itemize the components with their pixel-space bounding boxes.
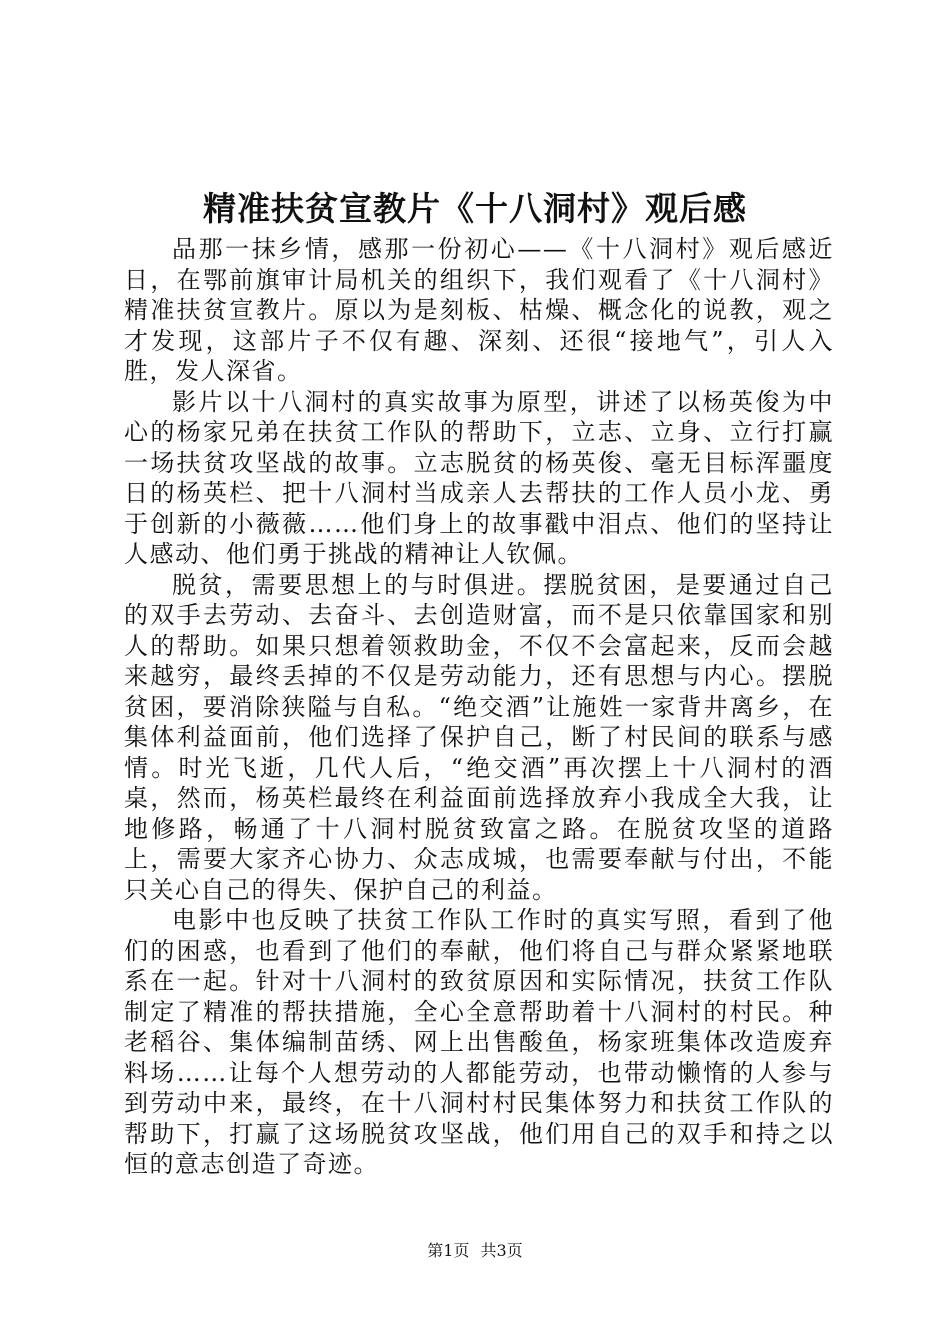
document-title: 精准扶贫宣教片《十八洞村》观后感 <box>203 189 747 228</box>
paragraph: 影片以十八洞村的真实故事为原型，讲述了以杨英俊为中心的杨家兄弟在扶贫工作队的帮助下，立志、立身、立行打赢一场扶贫攻坚战的故事。立志脱贫的杨英俊、毫无目标浑噩度日的杨英栏、把十八洞村当成亲人去帮扶的工作人员小龙、勇于创新的小薇薇……他们身上的故事戳中泪点、他们的坚持让人感动、他们勇于挑战的精神让人钦佩。 <box>124 387 834 568</box>
document-body <box>124 234 834 1180</box>
page-total: 共3页 <box>480 1241 523 1260</box>
paragraph: 品那一抹乡情，感那一份初心——《十八洞村》观后感近日，在鄂前旗审计局机关的组织下，我们观看了《十八洞村》精准扶贫宣教片。原以为是刻板、枯燥、概念化的说教，观之才发现，这部片子不仅有趣、深刻、还很“接地气”，引人入胜，发人深省。 <box>124 235 834 385</box>
page-footer <box>0 1240 950 1262</box>
page-number: 第1页 <box>427 1241 470 1260</box>
paragraph: 电影中也反映了扶贫工作队工作时的真实写照，看到了他们的困惑，也看到了他们的奉献，他们将自己与群众紧紧地联系在一起。针对十八洞村的致贫原因和实际情况，扶贫工作队制定了精准的帮扶措施，全心全意帮助着十八洞村的村民。种老稻谷、集体编制苗绣、网上出售酸鱼，杨家班集体改造废弃料场……让每个人想劳动的人都能劳动，也带动懒惰的人参与到劳动中来，最终，在十八洞村村民集体努力和扶贫工作队的帮助下，打赢了这场脱贫攻坚战，他们用自己的双手和持之以恒的意志创造了奇迹。 <box>124 906 834 1178</box>
paragraph: 脱贫，需要思想上的与时俱进。摆脱贫困，是要通过自己的双手去劳动、去奋斗、去创造财富，而不是只依靠国家和别人的帮助。如果只想着领救助金，不仅不会富起来，反而会越来越穷，最终丢掉的不仅是劳动能力，还有思想与内心。摆脱贫困，要消除狭隘与自私。“绝交酒”让施姓一家背井离乡，在集体利益面前，他们选择了保护自己，断了村民间的联系与感情。时光飞逝，几代人后，“绝交酒”再次摆上十八洞村的酒桌，然而，杨英栏最终在利益面前选择放弃小我成全大我，让地修路，畅通了十八洞村脱贫致富之路。在脱贫攻坚的道路上，需要大家齐心协力、众志成城，也需要奉献与付出，不能只关心自己的得失、保护自己的利益。 <box>124 570 834 904</box>
